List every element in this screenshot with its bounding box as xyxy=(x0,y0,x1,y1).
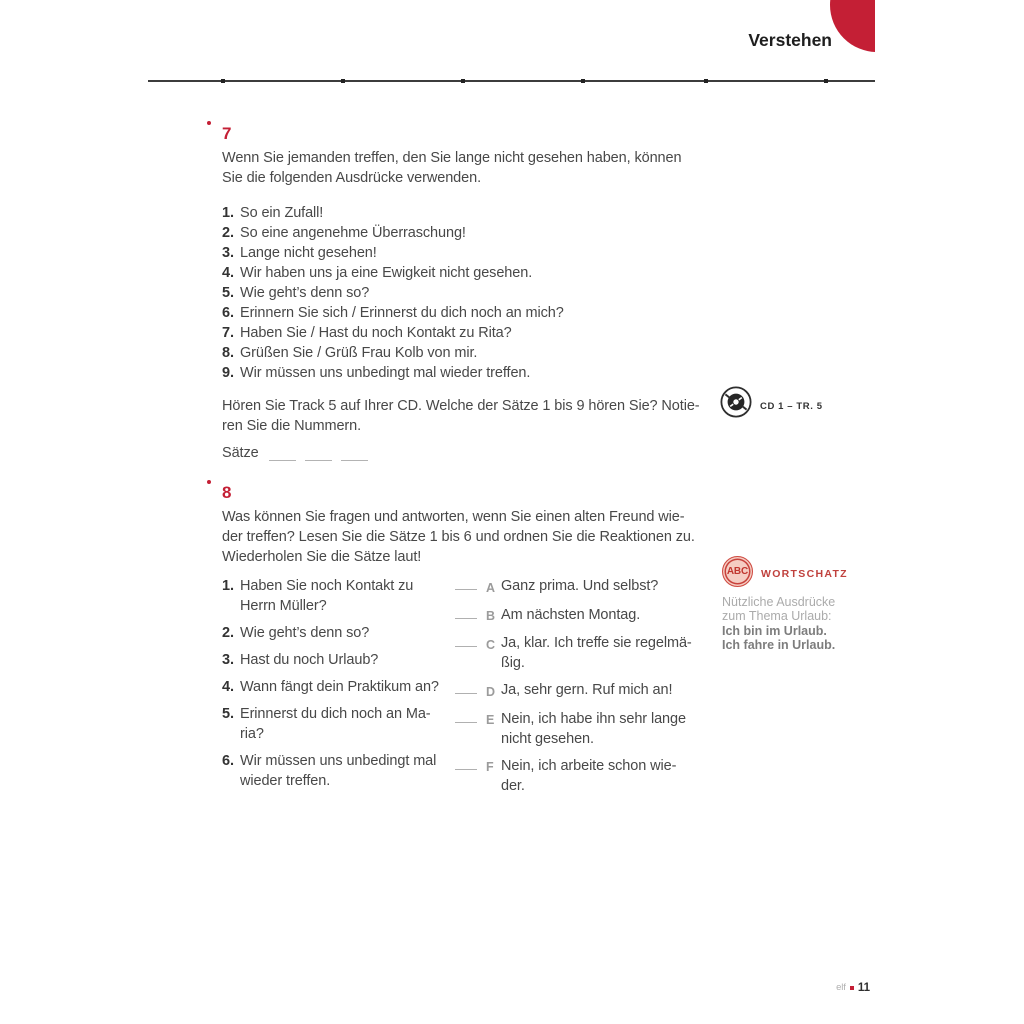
answer-letter: B xyxy=(486,609,495,623)
question-item xyxy=(222,576,455,616)
phrase-text: So eine angenehme Überraschung! xyxy=(240,225,466,241)
question-line: Hast du noch Urlaub? xyxy=(240,652,379,668)
answer-item xyxy=(455,709,692,749)
answer-line: Ja, sehr gern. Ruf mich an! xyxy=(501,682,673,698)
phrase-text: Erinnern Sie sich / Erinnerst du dich noch an mich? xyxy=(240,305,564,321)
wortschatz-box xyxy=(722,556,872,652)
phrase-number: 2. xyxy=(222,225,234,241)
exercise-8-header xyxy=(222,477,722,507)
phrase-item xyxy=(222,263,722,283)
wortschatz-note xyxy=(722,595,872,623)
rule-dot xyxy=(341,79,345,83)
abc-badge-text: ABC xyxy=(726,565,749,577)
answer-blank xyxy=(341,446,368,461)
answer-item xyxy=(455,633,692,673)
wortschatz-header xyxy=(722,556,872,587)
phrase-number: 7. xyxy=(222,325,234,341)
answer-line: nicht gesehen. xyxy=(501,730,594,747)
cd-track-indicator xyxy=(719,385,823,419)
question-item xyxy=(222,650,455,670)
phrase-text: Wir haben uns ja eine Ewigkeit nicht gesehen. xyxy=(240,265,533,281)
exercise-8-number: 8 xyxy=(222,483,232,502)
question-number: 4. xyxy=(222,679,234,695)
answer-line: Ganz prima. Und selbst? xyxy=(501,578,659,594)
answer-line: Nein, ich habe ihn sehr lange xyxy=(501,710,686,727)
footer-page-word: elf xyxy=(836,982,846,993)
answer-line: Ja, klar. Ich treffe sie regelmä- xyxy=(501,635,692,651)
phrase-item xyxy=(222,303,722,323)
answers-column xyxy=(455,576,692,803)
phrase-number: 1. xyxy=(222,205,234,221)
question-line: Wann fängt dein Praktikum an? xyxy=(240,679,439,695)
rule-dot xyxy=(221,79,225,83)
rule-dot xyxy=(461,79,465,83)
corner-accent-circle xyxy=(830,0,875,52)
answer-letter: C xyxy=(486,637,495,652)
wortschatz-label: WORTSCHATZ xyxy=(761,568,848,580)
phrase-item xyxy=(222,343,722,363)
phrase-item xyxy=(222,203,722,223)
phrase-line: Ich fahre in Urlaub. xyxy=(722,638,836,652)
phrase-item xyxy=(222,223,722,243)
question-item xyxy=(222,704,455,744)
note-line: Nützliche Ausdrücke xyxy=(722,595,836,609)
question-item xyxy=(222,751,455,791)
abc-badge-icon xyxy=(722,556,753,587)
answer-letter: A xyxy=(486,580,495,595)
question-line: Haben Sie noch Kontakt zu xyxy=(240,578,414,594)
question-line: Herrn Müller? xyxy=(240,598,327,614)
question-line: Wir müssen uns unbedingt mal xyxy=(240,753,437,769)
note-line: zum Thema Urlaub: xyxy=(722,609,832,623)
section-rule xyxy=(148,80,875,82)
phrase-list xyxy=(222,203,722,383)
answer-item xyxy=(455,576,692,598)
answer-blank xyxy=(269,446,296,461)
question-number: 2. xyxy=(222,625,234,641)
intro-line: der treffen? Lesen Sie die Sätze 1 bis 6 und ordnen Sie die Reaktionen zu. xyxy=(222,529,695,545)
match-blank xyxy=(455,680,477,694)
exercise-7-intro xyxy=(222,148,722,188)
saetze-label: Sätze xyxy=(222,445,259,461)
answer-blank xyxy=(305,446,332,461)
phrase-number: 9. xyxy=(222,365,234,381)
rule-dot xyxy=(824,79,828,83)
answer-line: ßig. xyxy=(501,655,525,671)
question-line: ria? xyxy=(240,726,264,742)
question-number: 3. xyxy=(222,652,234,668)
question-line: Wie geht’s denn so? xyxy=(240,625,370,641)
exercise-ring-icon xyxy=(207,121,211,125)
wortschatz-phrases xyxy=(722,624,872,652)
phrase-number: 3. xyxy=(222,245,234,261)
questions-column xyxy=(222,576,455,803)
answer-letter: D xyxy=(486,684,495,699)
question-number: 1. xyxy=(222,578,234,594)
phrase-number: 5. xyxy=(222,285,234,301)
phrase-item xyxy=(222,323,722,343)
phrase-line: Ich bin im Urlaub. xyxy=(722,624,827,638)
match-blank xyxy=(455,756,477,770)
question-line: Erinnerst du dich noch an Ma- xyxy=(240,706,431,722)
instruction-line: Hören Sie Track 5 auf Ihrer CD. Welche der Sätze 1 bis 9 hören Sie? Notie- xyxy=(222,398,700,414)
page-footer xyxy=(760,978,870,998)
listening-instruction xyxy=(222,396,722,436)
answer-item xyxy=(455,680,692,702)
exercise-7-number: 7 xyxy=(222,124,232,143)
answer-letter: E xyxy=(486,713,495,727)
rule-dot xyxy=(581,79,585,83)
phrase-text: Wir müssen uns unbedingt mal wieder treffen. xyxy=(240,365,531,381)
matching-exercise xyxy=(222,576,722,803)
answer-line: Nein, ich arbeite schon wie- xyxy=(501,757,677,774)
exercise-ring-icon xyxy=(207,480,211,484)
exercise-7-header xyxy=(222,118,722,148)
cd-track-label: CD 1 – TR. 5 xyxy=(760,401,823,412)
phrase-text: Haben Sie / Hast du noch Kontakt zu Rita? xyxy=(240,325,512,341)
phrase-item xyxy=(222,243,722,263)
footer-page-number: 11 xyxy=(857,982,870,994)
intro-line: Wenn Sie jemanden treffen, den Sie lange nicht gesehen haben, können xyxy=(222,150,682,166)
match-blank xyxy=(455,576,477,590)
answer-item xyxy=(455,756,692,796)
intro-line: Was können Sie fragen und antworten, wenn Sie einen alten Freund wie- xyxy=(222,509,685,525)
question-item xyxy=(222,677,455,697)
question-number: 6. xyxy=(222,753,234,769)
match-blank xyxy=(455,633,477,647)
main-content xyxy=(222,118,722,803)
instruction-line: ren Sie die Nummern. xyxy=(222,418,362,434)
phrase-number: 4. xyxy=(222,265,234,281)
intro-line: Wiederholen Sie die Sätze laut! xyxy=(222,549,422,565)
phrase-number: 6. xyxy=(222,305,234,321)
answer-letter: F xyxy=(486,760,494,774)
cd-icon xyxy=(719,385,753,419)
rule-dot xyxy=(704,79,708,83)
answer-line: der. xyxy=(501,777,525,794)
phrase-item xyxy=(222,283,722,303)
question-number: 5. xyxy=(222,706,234,722)
match-blank xyxy=(455,605,477,619)
match-blank xyxy=(455,709,477,723)
page-title: Verstehen xyxy=(748,30,832,50)
answer-item xyxy=(455,605,692,627)
intro-line: Sie die folgenden Ausdrücke verwenden. xyxy=(222,170,481,186)
saetze-answer-row xyxy=(222,439,722,461)
phrase-text: Wie geht’s denn so? xyxy=(240,285,370,301)
footer-dot-icon xyxy=(850,986,854,990)
question-item xyxy=(222,623,455,643)
exercise-8-intro xyxy=(222,507,722,567)
phrase-text: Lange nicht gesehen! xyxy=(240,245,377,261)
question-line: wieder treffen. xyxy=(240,773,331,789)
answer-line: Am nächsten Montag. xyxy=(501,606,641,623)
phrase-text: Grüßen Sie / Grüß Frau Kolb von mir. xyxy=(240,345,478,361)
phrase-item xyxy=(222,363,722,383)
phrase-text: So ein Zufall! xyxy=(240,205,324,221)
phrase-number: 8. xyxy=(222,345,234,361)
